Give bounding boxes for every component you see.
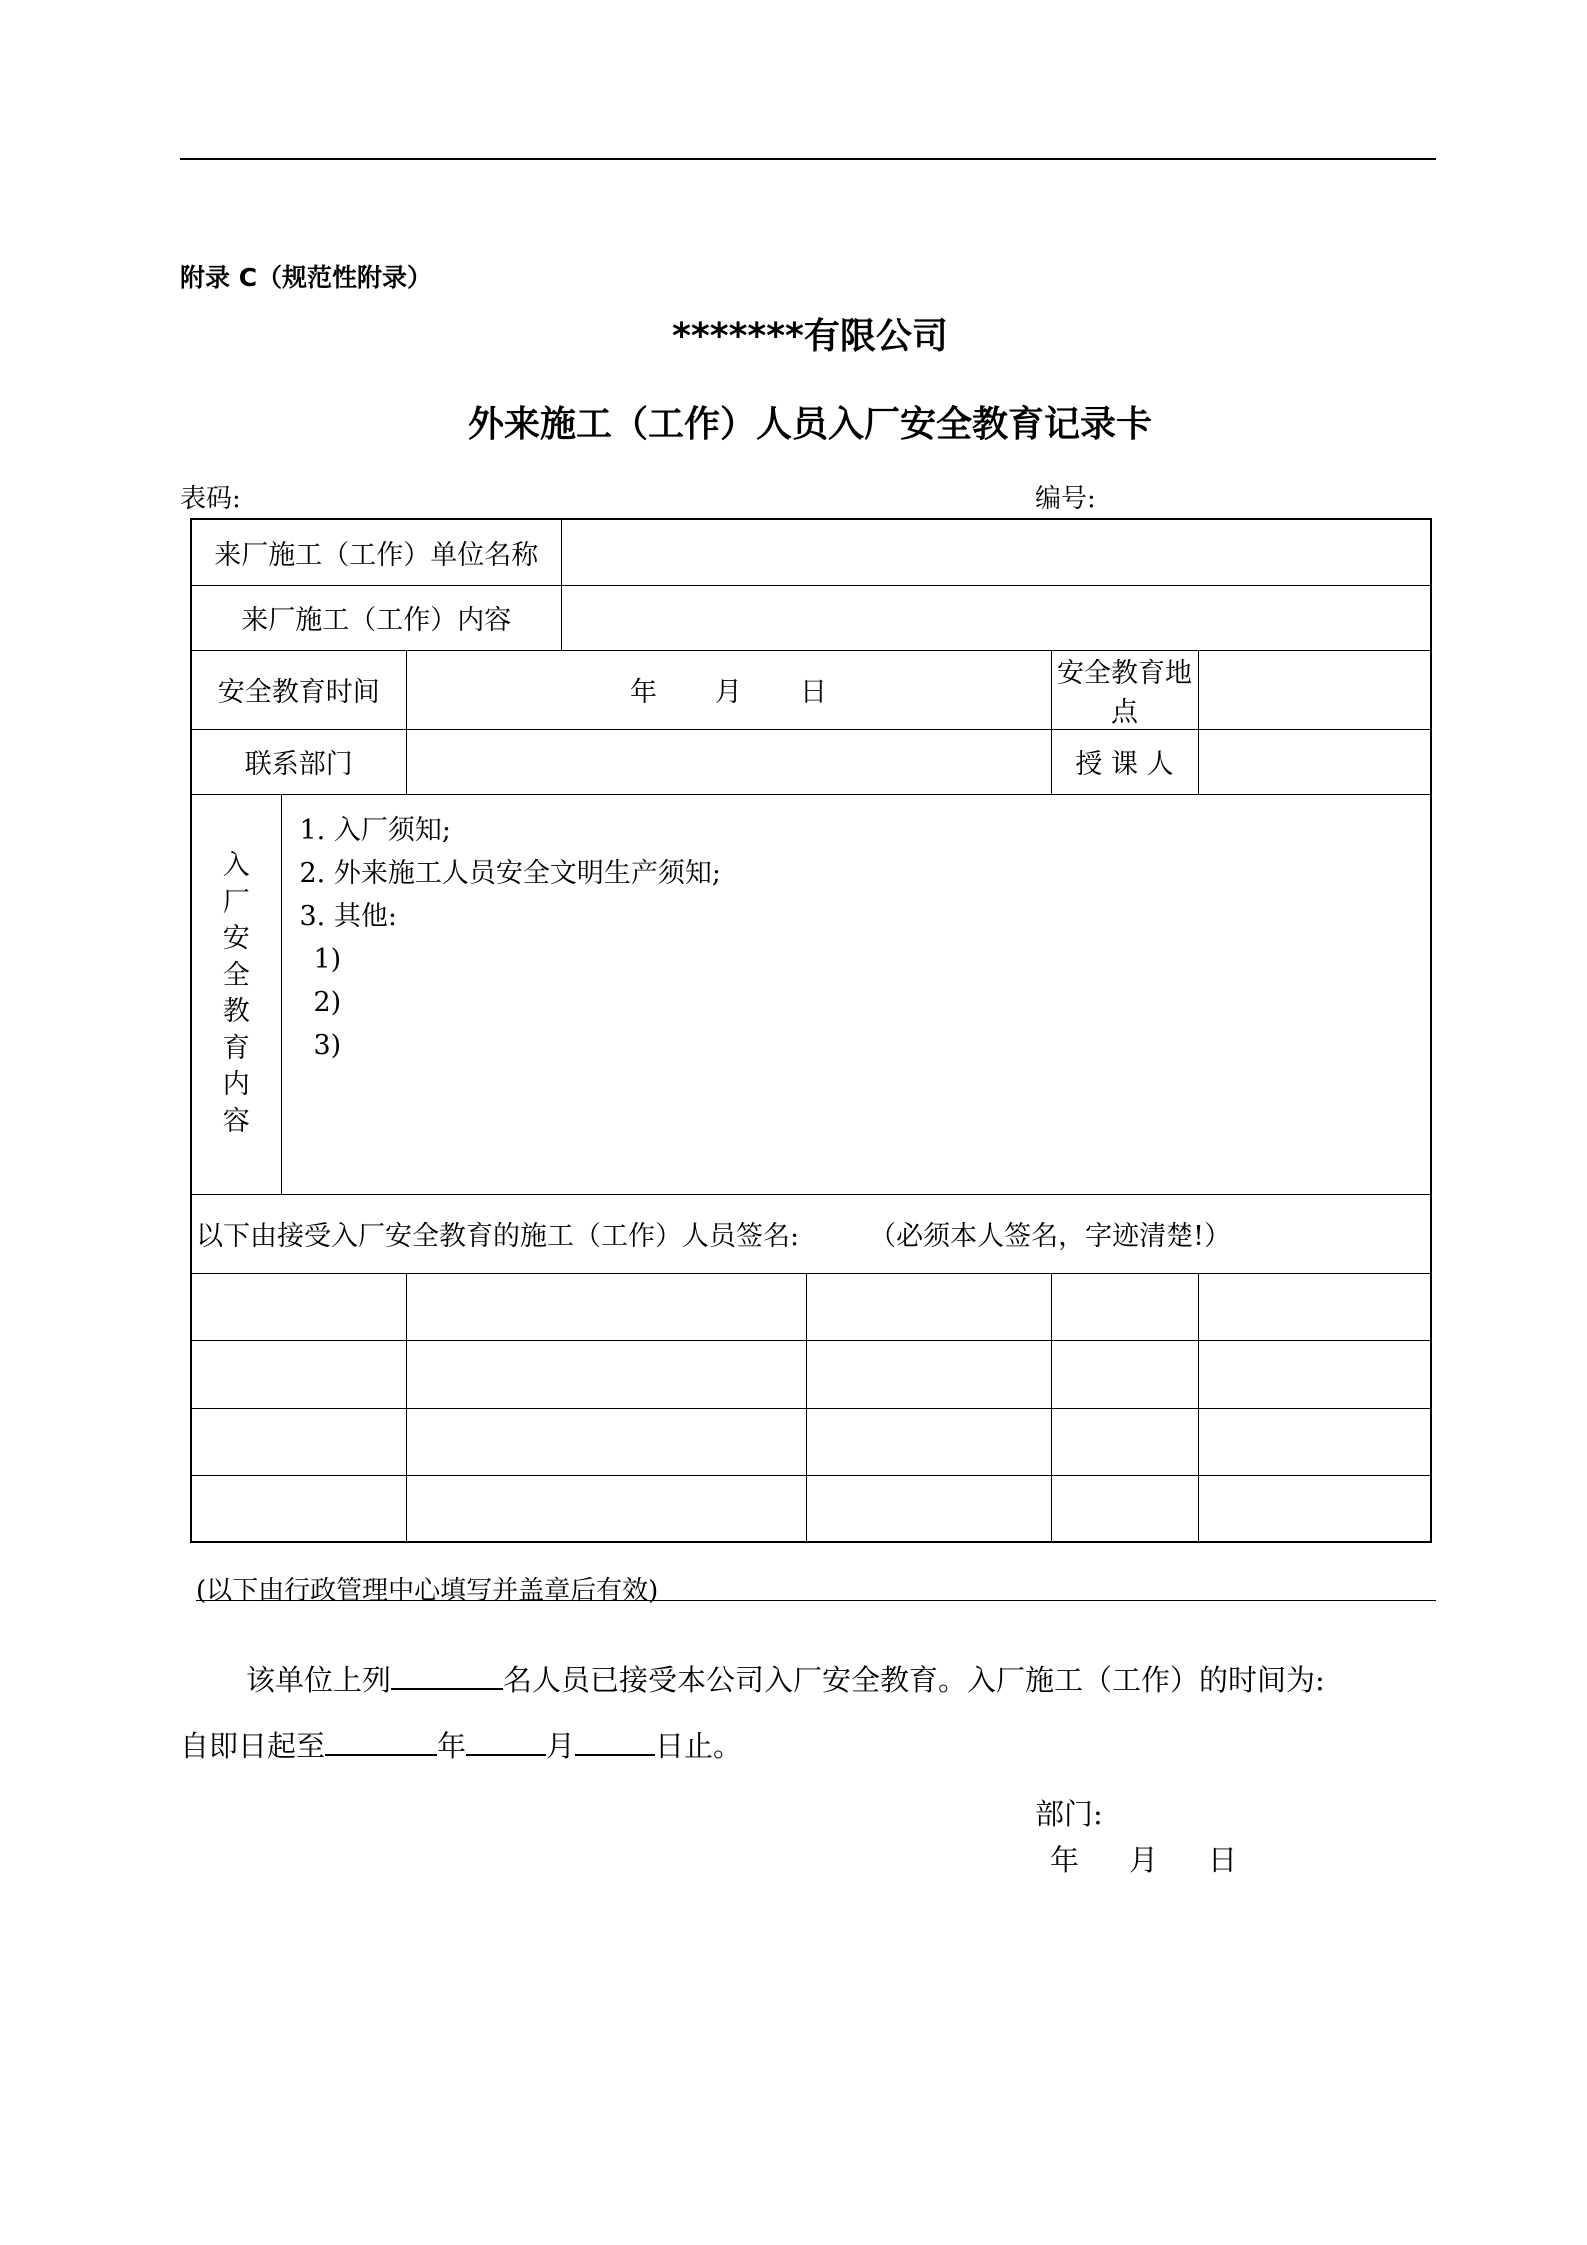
signature-cell[interactable] (191, 1475, 406, 1542)
footer-date: 年 月 日 (1050, 1843, 1238, 1877)
signature-cell[interactable] (1051, 1340, 1198, 1408)
signature-cell[interactable] (1051, 1408, 1198, 1475)
signature-cell[interactable] (1051, 1475, 1198, 1542)
dept-label: 部门: (1035, 1797, 1103, 1831)
signature-cell[interactable] (406, 1475, 806, 1542)
work-content-field[interactable] (561, 585, 1431, 650)
contact-dept-label: 联系部门 (191, 729, 406, 794)
edu-time-label: 安全教育时间 (191, 650, 406, 729)
statement-line-2: 自即日起至 年 月 日止。 (180, 1724, 742, 1765)
edu-time-month: 月 (715, 677, 742, 708)
signature-header: 以下由接受入厂安全教育的施工（工作）人员签名: （必须本人签名，字迹清楚!） (191, 1194, 1431, 1273)
edu-time-day: 日 (800, 677, 827, 708)
content-item: 3. 其他: (299, 900, 397, 932)
form-code-label: 表码: (180, 484, 241, 514)
content-list[interactable] (281, 794, 1431, 1194)
content-subitem: 2) (313, 986, 342, 1018)
signature-cell[interactable] (406, 1273, 806, 1340)
content-subitem: 1) (313, 943, 342, 975)
work-content-label: 来厂施工（工作）内容 (191, 585, 561, 650)
signature-cell[interactable] (806, 1408, 1051, 1475)
unit-name-label: 来厂施工（工作）单位名称 (191, 519, 561, 585)
contact-dept-field[interactable] (406, 729, 1051, 794)
signature-cell[interactable] (1051, 1273, 1198, 1340)
content-item: 2. 外来施工人员安全文明生产须知; (299, 857, 721, 889)
signature-cell[interactable] (806, 1340, 1051, 1408)
signature-cell[interactable] (191, 1273, 406, 1340)
teacher-label: 授 课 人 (1051, 729, 1198, 794)
header-rule (180, 158, 1436, 160)
unit-name-field[interactable] (561, 519, 1431, 585)
signature-cell[interactable] (806, 1273, 1051, 1340)
signature-cell[interactable] (1198, 1273, 1431, 1340)
admin-note-rule (196, 1600, 1436, 1601)
count-blank[interactable] (391, 1660, 503, 1690)
edu-place-label: 安全教育地点 (1051, 650, 1198, 729)
signature-cell[interactable] (191, 1408, 406, 1475)
content-subitem: 3) (313, 1029, 342, 1061)
edu-time-year: 年 (630, 677, 657, 708)
document-title: 外来施工（工作）人员入厂安全教育记录卡 (467, 404, 1152, 445)
content-side-label: 入 厂 安 全 教 育 内 容 (191, 794, 281, 1194)
end-day-blank[interactable] (575, 1726, 655, 1756)
signature-cell[interactable] (806, 1475, 1051, 1542)
education-record-table (190, 518, 1432, 1543)
appendix-label: 附录 C（规范性附录） (180, 263, 433, 292)
signature-cell[interactable] (406, 1340, 806, 1408)
statement-line-1: 该单位上列 名人员已接受本公司入厂安全教育。入厂施工（工作）的时间为: (246, 1658, 1325, 1699)
admin-note: (以下由行政管理中心填写并盖章后有效) (196, 1576, 659, 1606)
teacher-field[interactable] (1198, 729, 1431, 794)
edu-time-field[interactable] (406, 650, 1051, 729)
company-name: *******有限公司 (672, 316, 948, 357)
form-number-label: 编号: (1035, 484, 1096, 514)
signature-cell[interactable] (406, 1408, 806, 1475)
end-month-blank[interactable] (466, 1726, 546, 1756)
edu-place-field[interactable] (1198, 650, 1431, 729)
signature-cell[interactable] (1198, 1340, 1431, 1408)
signature-cell[interactable] (1198, 1408, 1431, 1475)
signature-cell[interactable] (191, 1340, 406, 1408)
content-item: 1. 入厂须知; (299, 814, 451, 846)
signature-note: （必须本人签名，字迹清楚!） (869, 1221, 1231, 1252)
end-year-blank[interactable] (325, 1726, 437, 1756)
signature-cell[interactable] (1198, 1475, 1431, 1542)
